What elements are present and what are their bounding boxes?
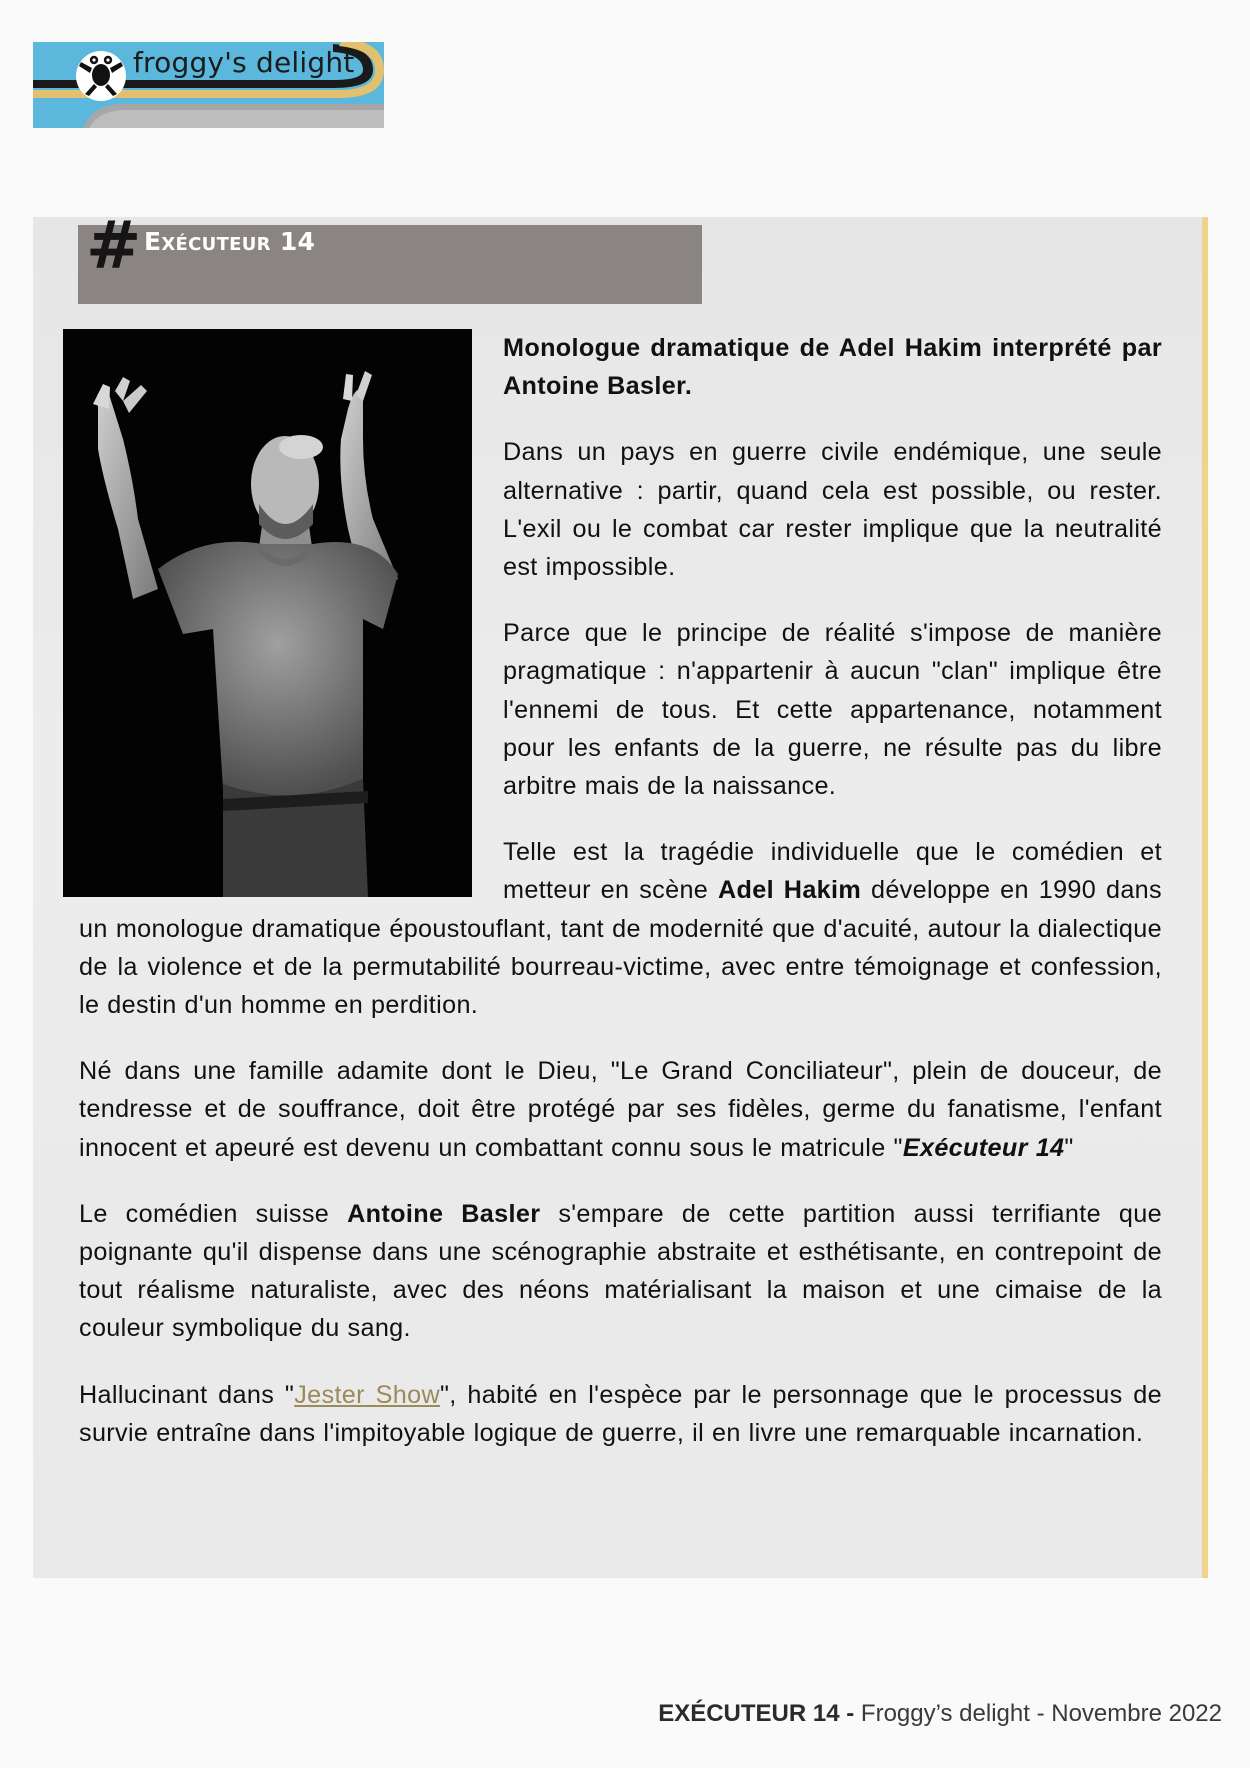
froggys-delight-logo[interactable] <box>33 42 384 128</box>
paragraph-4 <box>79 1052 1162 1167</box>
paragraph-4-text-a: Né dans une famille adamite dont le Dieu, "Le Grand Conciliateur", plein de douceur, de tendresse et de souffrance, doit être protégé par ses fidèles, germe du fanatisme, l'enfant innocent et apeuré est devenu un combattant connu sous le matricule " <box>79 1057 1162 1162</box>
paragraph-6 <box>79 1376 1162 1452</box>
footer-source: Froggy’s delight - Novembre 2022 <box>854 1700 1222 1727</box>
paragraph-3-text-b: développe en 1990 dans un monologue dramatique époustouflant, tant de modernité que d'acuité, autour la dialectique de la violence et de la permutabilité bourreau-victime, avec entre témoignage et confession, le destin d'un homme en perdition. <box>79 876 1162 1020</box>
paragraph-5-text-a: Le comédien suisse <box>79 1199 348 1228</box>
paragraph-5-text-b: s'empare de cette partition aussi terrifiante que poignante qu'il dispense dans une scénographie abstraite et esthétisante, en contrepoint de tout réalisme naturaliste, avec des néons matérialisant la maison et une cimaise de la couleur symbolique du sang. <box>79 1199 1162 1343</box>
photo-spacer <box>79 329 503 901</box>
page-footer <box>658 1700 1222 1728</box>
article-lead: Monologue dramatique de Adel Hakim interprété par Antoine Basler. <box>503 334 1162 401</box>
paragraph-1: Dans un pays en guerre civile endémique, une seule alternative : partir, quand cela est possible, ou rester. L'exil ou le combat car rester implique que la neutralité est impossible. <box>503 438 1162 582</box>
article-title: Exécuteur 14 <box>144 227 316 256</box>
paragraph-5 <box>79 1195 1162 1348</box>
paragraph-2: Parce que le principe de réalité s'impose de manière pragmatique : n'appartenir à aucun "clan" implique être l'ennemi de tous. Et cette appartenance, notamment pour les enfants de la guerre, ne résulte pas du libre arbitre mais de la naissance. <box>503 619 1162 801</box>
article-panel <box>33 207 1205 1578</box>
footer-title: EXÉCUTEUR 14 - <box>658 1700 855 1727</box>
jester-show-link[interactable]: Jester Show <box>294 1380 441 1409</box>
panel-accent-border <box>1202 217 1208 1578</box>
article-title-bar <box>78 207 702 304</box>
hash-icon: # <box>86 207 142 284</box>
paragraph-6-text-b: ", habité en l'espèce par le personnage que le processus de survie entraîne dans l'impitoyable logique de guerre, il en livre une remarquable incarnation. <box>79 1380 1162 1447</box>
author-name: Adel Hakim <box>717 876 862 905</box>
article-body <box>79 329 1162 1480</box>
play-title-emphasis: Exécuteur 14 <box>902 1133 1065 1162</box>
paragraph-4-text-b: " <box>1064 1133 1074 1162</box>
actor-name: Antoine Basler <box>347 1199 541 1228</box>
paragraph-3-text-a: Telle est la tragédie individuelle que le comédien et metteur en scène <box>503 838 1162 905</box>
logo-text: froggy's delight <box>133 46 355 79</box>
paragraph-6-text-a: Hallucinant dans " <box>79 1380 295 1409</box>
